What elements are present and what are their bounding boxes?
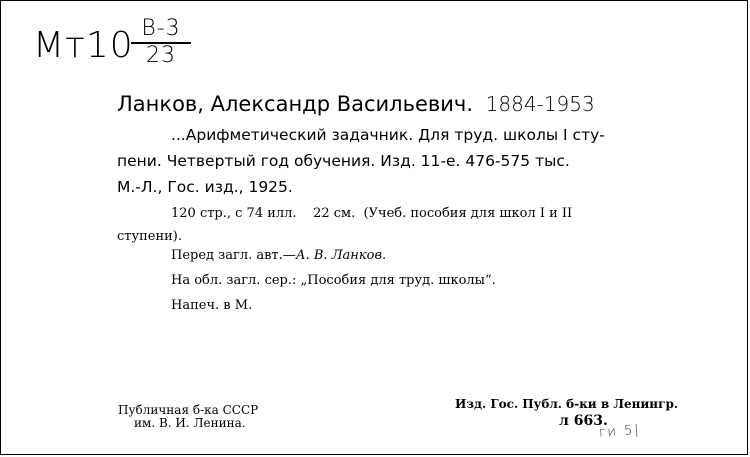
library-name-line-1: Публичная б-ка СССР	[118, 403, 259, 417]
title-line-1: ...Арифметический задачник. Для труд. школы I сту-	[171, 126, 605, 144]
title-line-2: пени. Четвертый год обучения. Изд. 11-е. 476-575 тыс.	[117, 152, 570, 170]
physical-description-line-2: ступени).	[117, 229, 183, 244]
author-years: 1884-1953	[485, 92, 595, 116]
note-series: На обл. загл. сер.: „Пособия для труд. школы“.	[171, 273, 496, 288]
shelfmark-denominator: 23	[146, 43, 176, 68]
publisher-line-1: Изд. Гос. Публ. б-ки в Ленингр.	[455, 397, 679, 411]
shelfmark-fraction	[131, 17, 191, 68]
physical-description-line-1: 120 стр., с 74 илл. 22 см. (Учеб. пособия для школ I и II	[171, 206, 573, 221]
note-author: А. В. Ланков.	[295, 248, 387, 263]
shelfmark-prefix: Мт10	[33, 25, 134, 66]
note-author-before-title	[171, 248, 386, 263]
author-name: Ланков, Александр Васильевич.	[117, 92, 474, 116]
note-label: Перед загл. авт.—	[171, 248, 296, 263]
publisher-line-2: л 663.	[559, 413, 608, 429]
stamp-mark: ги ⁠5|	[598, 422, 642, 441]
shelfmark-numerator: В-3	[131, 17, 191, 44]
title-line-3: М.-Л., Гос. изд., 1925.	[117, 178, 293, 196]
library-name-line-2: им. В. И. Ленина.	[134, 416, 246, 430]
author-heading	[117, 92, 595, 116]
note-printed: Напеч. в М.	[171, 298, 253, 313]
